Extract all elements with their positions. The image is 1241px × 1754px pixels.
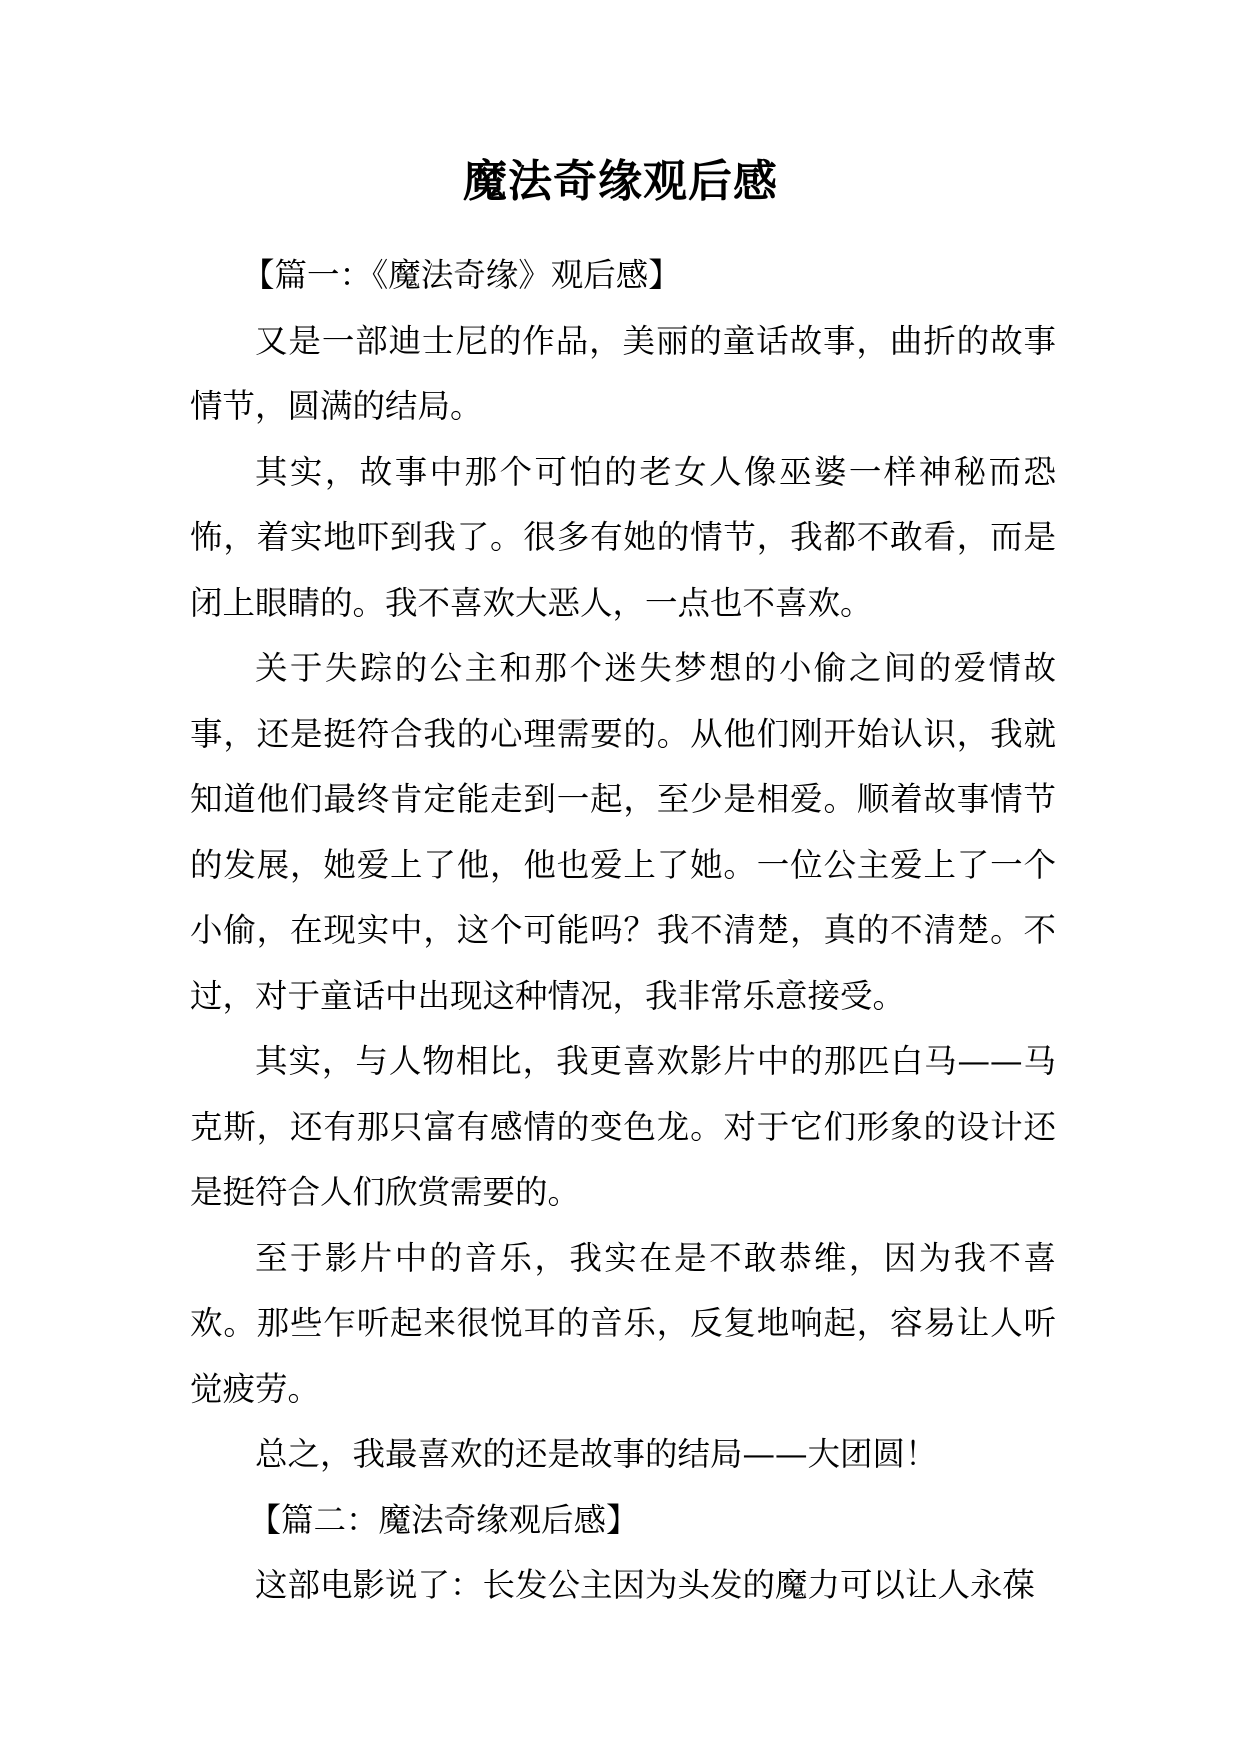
paragraph-witch: 其实，故事中那个可怕的老女人像巫婆一样神秘而恐怖，着实地吓到我了。很多有她的情节，我都不敢看，而是闭上眼睛的。我不喜欢大恶人，一点也不喜欢。	[190, 452, 1056, 622]
paragraph-intro: 又是一部迪士尼的作品，美丽的童话故事，曲折的故事情节，圆满的结局。	[190, 321, 1056, 425]
paragraph-love-story: 关于失踪的公主和那个迷失梦想的小偷之间的爱情故事，还是挺符合我的心理需要的。从他们刚开始认识，我就知道他们最终肯定能走到一起，至少是相爱。顺着故事情节的发展，她爱上了他，他也爱上了她。一位公主爱上了一个小偷，在现实中，这个可能吗？我不清楚，真的不清楚。不过，对于童话中出现这种情况，我非常乐意接受。	[190, 649, 1056, 1015]
paragraph-section-two-start: 这部电影说了：长发公主因为头发的魔力可以让人永葆	[255, 1566, 1036, 1604]
paragraph-music: 至于影片中的音乐，我实在是不敢恭维，因为我不喜欢。那些乍听起来很悦耳的音乐，反复地响起，容易让人听觉疲劳。	[190, 1238, 1056, 1408]
paragraph-characters: 其实，与人物相比，我更喜欢影片中的那匹白马——马克斯，还有那只富有感情的变色龙。对于它们形象的设计还是挺符合人们欣赏需要的。	[190, 1042, 1056, 1211]
paragraph-conclusion: 总之，我最喜欢的还是故事的结局——大团圆！	[255, 1435, 938, 1473]
document-body	[190, 243, 1056, 1619]
document-title: 魔法奇缘观后感	[463, 156, 778, 207]
section-heading-one: 【篇一：《魔法奇缘》观后感】	[242, 256, 681, 294]
section-heading-two: 【篇二：魔法奇缘观后感】	[248, 1500, 639, 1539]
